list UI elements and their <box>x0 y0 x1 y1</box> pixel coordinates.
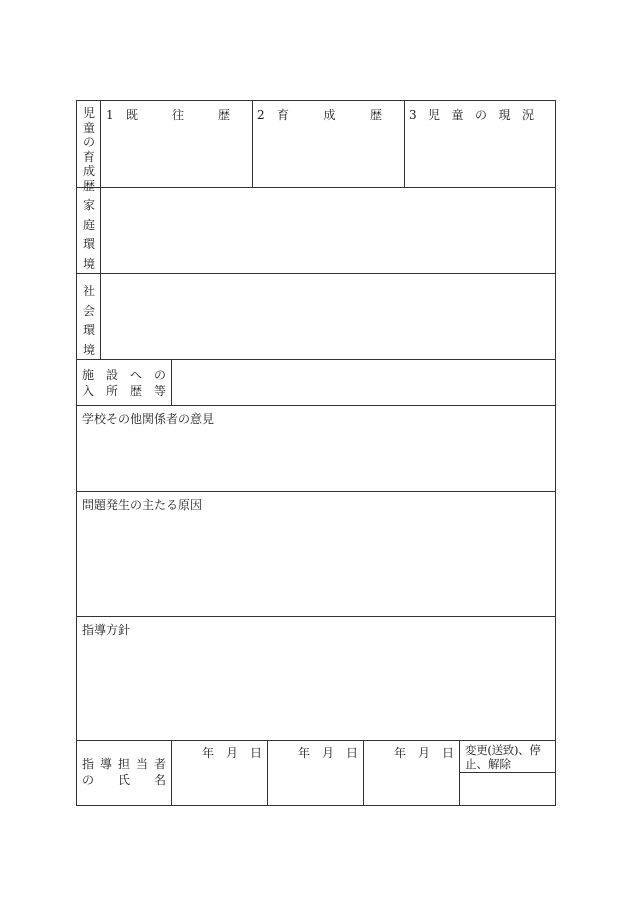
col-number: 3 <box>409 108 417 122</box>
col-title <box>277 108 382 122</box>
growth-history-heading <box>257 108 382 122</box>
label-char: 成 <box>323 108 336 122</box>
admission-label-line2 <box>82 384 166 398</box>
day-label: 日 <box>345 746 358 760</box>
date-col-3 <box>394 746 454 760</box>
label-char: 入 <box>82 384 95 398</box>
change-status-label-line2: 止、解除 <box>465 757 511 771</box>
col-divider <box>171 740 172 805</box>
label-char: の <box>82 135 95 149</box>
table-border-left <box>76 100 77 805</box>
row-divider <box>76 491 556 492</box>
year-label: 年 <box>202 746 215 760</box>
family-environment-label <box>82 196 96 274</box>
label-char: 環 <box>82 237 95 251</box>
year-label: 年 <box>298 746 311 760</box>
label-char: 社 <box>82 284 95 298</box>
row-divider <box>76 740 556 741</box>
label-char: 家 <box>82 198 95 212</box>
col-title <box>428 108 534 122</box>
label-char: 童 <box>82 120 95 135</box>
name-char: の <box>82 773 95 787</box>
col-divider <box>363 740 364 805</box>
label-char: 育 <box>277 108 290 122</box>
date-col-1 <box>202 746 262 760</box>
label-char: 当 <box>135 757 148 771</box>
day-label: 日 <box>249 746 262 760</box>
label-char: 者 <box>153 757 166 771</box>
col-divider <box>171 359 172 405</box>
change-status-label-line1: 変更(送致)、停 <box>465 743 541 757</box>
label-char: 歴 <box>129 384 142 398</box>
label-char: へ <box>129 368 142 382</box>
label-char: 育 <box>82 149 95 164</box>
social-environment-label <box>82 282 96 360</box>
col-divider <box>252 100 253 187</box>
table-border-right <box>555 100 556 805</box>
name-char: 氏 <box>117 773 130 787</box>
label-char: 指 <box>82 757 95 771</box>
date-col-2 <box>298 746 358 760</box>
year-label: 年 <box>394 746 407 760</box>
month-label: 月 <box>225 746 238 760</box>
label-char: 童 <box>451 108 464 122</box>
label-char: の <box>153 368 166 382</box>
row-divider <box>76 187 556 188</box>
col-divider <box>267 740 268 805</box>
day-label: 日 <box>441 746 454 760</box>
label-char: 境 <box>82 342 95 357</box>
col-number: 2 <box>257 108 265 122</box>
school-opinion-label: 学校その他関係者の意見 <box>82 412 215 426</box>
row-divider <box>76 616 556 617</box>
label-char: 環 <box>82 323 95 337</box>
row-divider <box>76 359 556 360</box>
col-divider <box>404 100 405 187</box>
label-char: の <box>474 108 487 122</box>
label-char: 会 <box>82 303 95 318</box>
row-divider <box>76 405 556 406</box>
row-divider <box>76 273 556 274</box>
label-char: 成 <box>82 164 95 178</box>
table-border-top <box>76 100 556 101</box>
col-divider <box>100 187 101 359</box>
name-char: 名 <box>153 773 166 787</box>
label-char: 庭 <box>82 217 95 232</box>
instructor-label-line1 <box>82 757 166 771</box>
col-title <box>126 108 230 122</box>
problem-cause-label: 問題発生の主たる原因 <box>82 498 203 512</box>
child-status-heading <box>409 108 534 122</box>
change-cell-divider <box>459 772 556 773</box>
col-number: 1 <box>106 108 114 122</box>
label-char: 歴 <box>82 178 95 193</box>
past-history-heading <box>106 108 230 122</box>
label-char: 児 <box>428 108 441 122</box>
label-char: 現 <box>498 108 511 122</box>
label-char: 歴 <box>217 108 230 122</box>
instructor-label-line2 <box>82 773 166 787</box>
guidance-policy-label: 指導方針 <box>82 623 131 637</box>
table-border-bottom <box>76 805 556 806</box>
child-history-label <box>82 106 96 193</box>
label-char: 担 <box>117 757 130 771</box>
label-char: 歴 <box>369 108 382 122</box>
label-char: 既 <box>126 108 139 122</box>
label-char: 設 <box>105 368 118 382</box>
month-label: 月 <box>321 746 334 760</box>
label-char: 所 <box>105 384 118 398</box>
label-char: 況 <box>521 108 534 122</box>
admission-label-line1 <box>82 368 166 382</box>
label-char: 往 <box>171 108 184 122</box>
label-char: 境 <box>82 256 95 271</box>
label-char: 児 <box>82 106 95 120</box>
label-char: 導 <box>99 757 112 771</box>
col-divider <box>100 100 101 187</box>
label-char: 施 <box>82 368 95 382</box>
month-label: 月 <box>417 746 430 760</box>
label-char: 等 <box>153 384 166 398</box>
